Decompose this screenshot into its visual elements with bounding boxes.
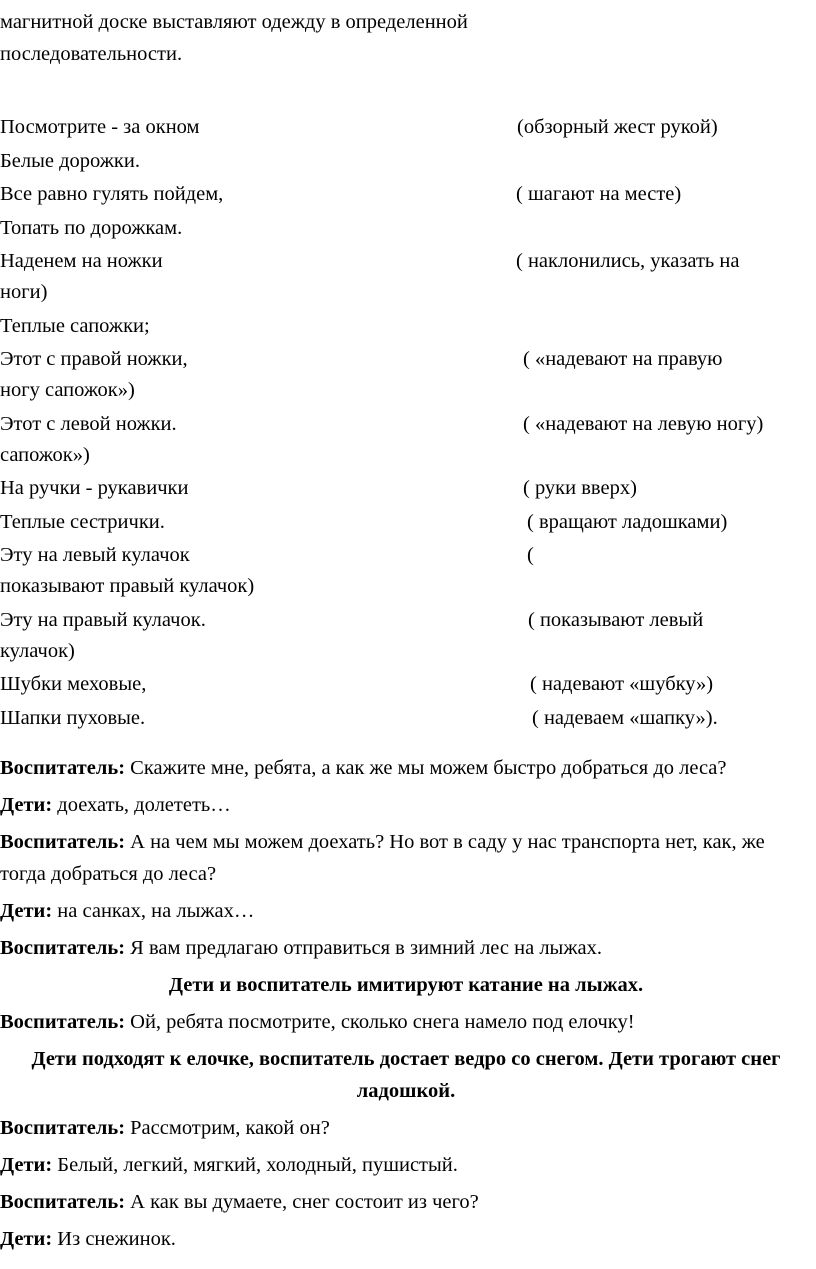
poem-row [0,506,812,538]
poem-row [0,310,812,342]
stage-direction-continued: ногу сапожок») [0,379,135,401]
poem-row [0,245,812,308]
dialog-text: Скажите мне, ребята, а как же мы можем быстро добраться до леса? [125,757,727,779]
verse-line: Все равно гулять пойдем, [0,183,224,205]
poem-row [0,178,812,210]
dialog-text: доехать, долететь… [52,794,231,816]
stage-direction: ( вращают ладошками) [527,510,728,533]
dialog-line [0,1006,812,1038]
verse-line: Посмотрите - за окном [0,116,200,138]
verse-line: Теплые сестрички. [0,510,165,533]
dialog-text: А как вы думаете, снег состоит из чего? [125,1191,479,1213]
dialog-text: на санках, на лыжах… [52,900,255,922]
speaker-label: Дети: [0,1228,53,1250]
speaker-label: Воспитатель: [0,1011,126,1033]
stage-direction: ( шагают на месте) [516,183,682,205]
dialog-text: Белый, легкий, мягкий, холодный, пушистый. [52,1154,458,1176]
poem-row [0,472,812,504]
speaker-label: Воспитатель: [0,1191,126,1213]
dialog-text: А на чем мы можем доехать? Но вот в саду у нас транспорта нет, как, же тогда добраться до леса? [0,831,765,885]
verse-line: Этот с левой ножки. [0,412,177,435]
stage-direction: ( «надевают на правую [523,348,723,370]
poem-row [0,145,812,177]
verse-line: Теплые сапожки; [0,314,150,337]
poem-row [0,604,812,667]
verse-line: Шубки меховые, [0,673,147,695]
dialog-text: Я вам предлагаю отправиться в зимний лес на лыжах. [125,937,602,959]
poem-row [0,668,812,700]
verse-line: Наденем на ножки [0,250,163,272]
dialog-line [0,1112,812,1144]
verse-line: На ручки - рукавички [0,477,189,499]
stage-direction-continued: показывают правый кулачок) [0,575,255,597]
dialog-text: Ой, ребята посмотрите, сколько снега намело под елочку! [125,1011,635,1033]
poem-row [0,343,812,406]
dialog-text: Из снежинок. [52,1228,176,1250]
verse-line: Эту на правый кулачок. [0,608,206,631]
dialog-line [0,932,812,964]
stage-direction: ( [527,544,534,566]
intro-paragraph [0,6,810,70]
poem-row [0,111,812,143]
poem-row [0,702,812,734]
poem-block [0,111,812,735]
stage-direction: ( надевают «шубку») [530,673,714,695]
verse-line: Белые дорожки. [0,149,140,172]
speaker-label: Дети: [0,1154,53,1176]
verse-line: Этот с правой ножки, [0,348,188,370]
dialog-line [0,826,812,890]
poem-row [0,212,812,244]
dialog-line [0,1223,812,1255]
stage-direction: ( руки вверх) [523,477,637,499]
speaker-label: Дети: [0,900,53,922]
dialog-line [0,1149,812,1181]
speaker-label: Воспитатель: [0,757,126,779]
speaker-label: Воспитатель: [0,831,126,853]
poem-row [0,539,812,602]
stage-remark: Дети подходят к елочке, воспитатель достает ведро со снегом. Дети трогают снег ладошкой. [31,1048,781,1102]
dialog-line [0,1186,812,1218]
stage-direction: ( надеваем «шапку»). [532,706,718,729]
stage-direction: ( наклонились, указать на [516,250,740,272]
stage-direction: (обзорный жест рукой) [517,116,718,138]
speaker-label: Воспитатель: [0,937,126,959]
speaker-label: Воспитатель: [0,1117,126,1139]
stage-remark: Дети и воспитатель имитируют катание на лыжах. [168,974,644,996]
stage-direction-continued: кулачок) [0,639,75,662]
verse-line: Шапки пуховые. [0,706,146,729]
intro-line: последовательности. [0,43,183,65]
dialog-text: Рассмотрим, какой он? [125,1117,330,1139]
dialog-line [0,789,812,821]
verse-line: Эту на левый кулачок [0,544,190,566]
stage-direction-continued: сапожок») [0,443,90,466]
dialog-line [0,895,812,927]
stage-direction-continued: ноги) [0,281,48,303]
verse-line: Топать по дорожкам. [0,216,183,239]
dialog-block [0,752,812,1260]
stage-direction: ( показывают левый [528,608,704,631]
speaker-label: Дети: [0,794,53,816]
dialog-line [0,752,812,784]
poem-row [0,408,812,471]
stage-direction: ( «надевают на левую ногу) [523,412,764,435]
intro-line: магнитной доске выставляют одежду в определенной [0,11,468,33]
